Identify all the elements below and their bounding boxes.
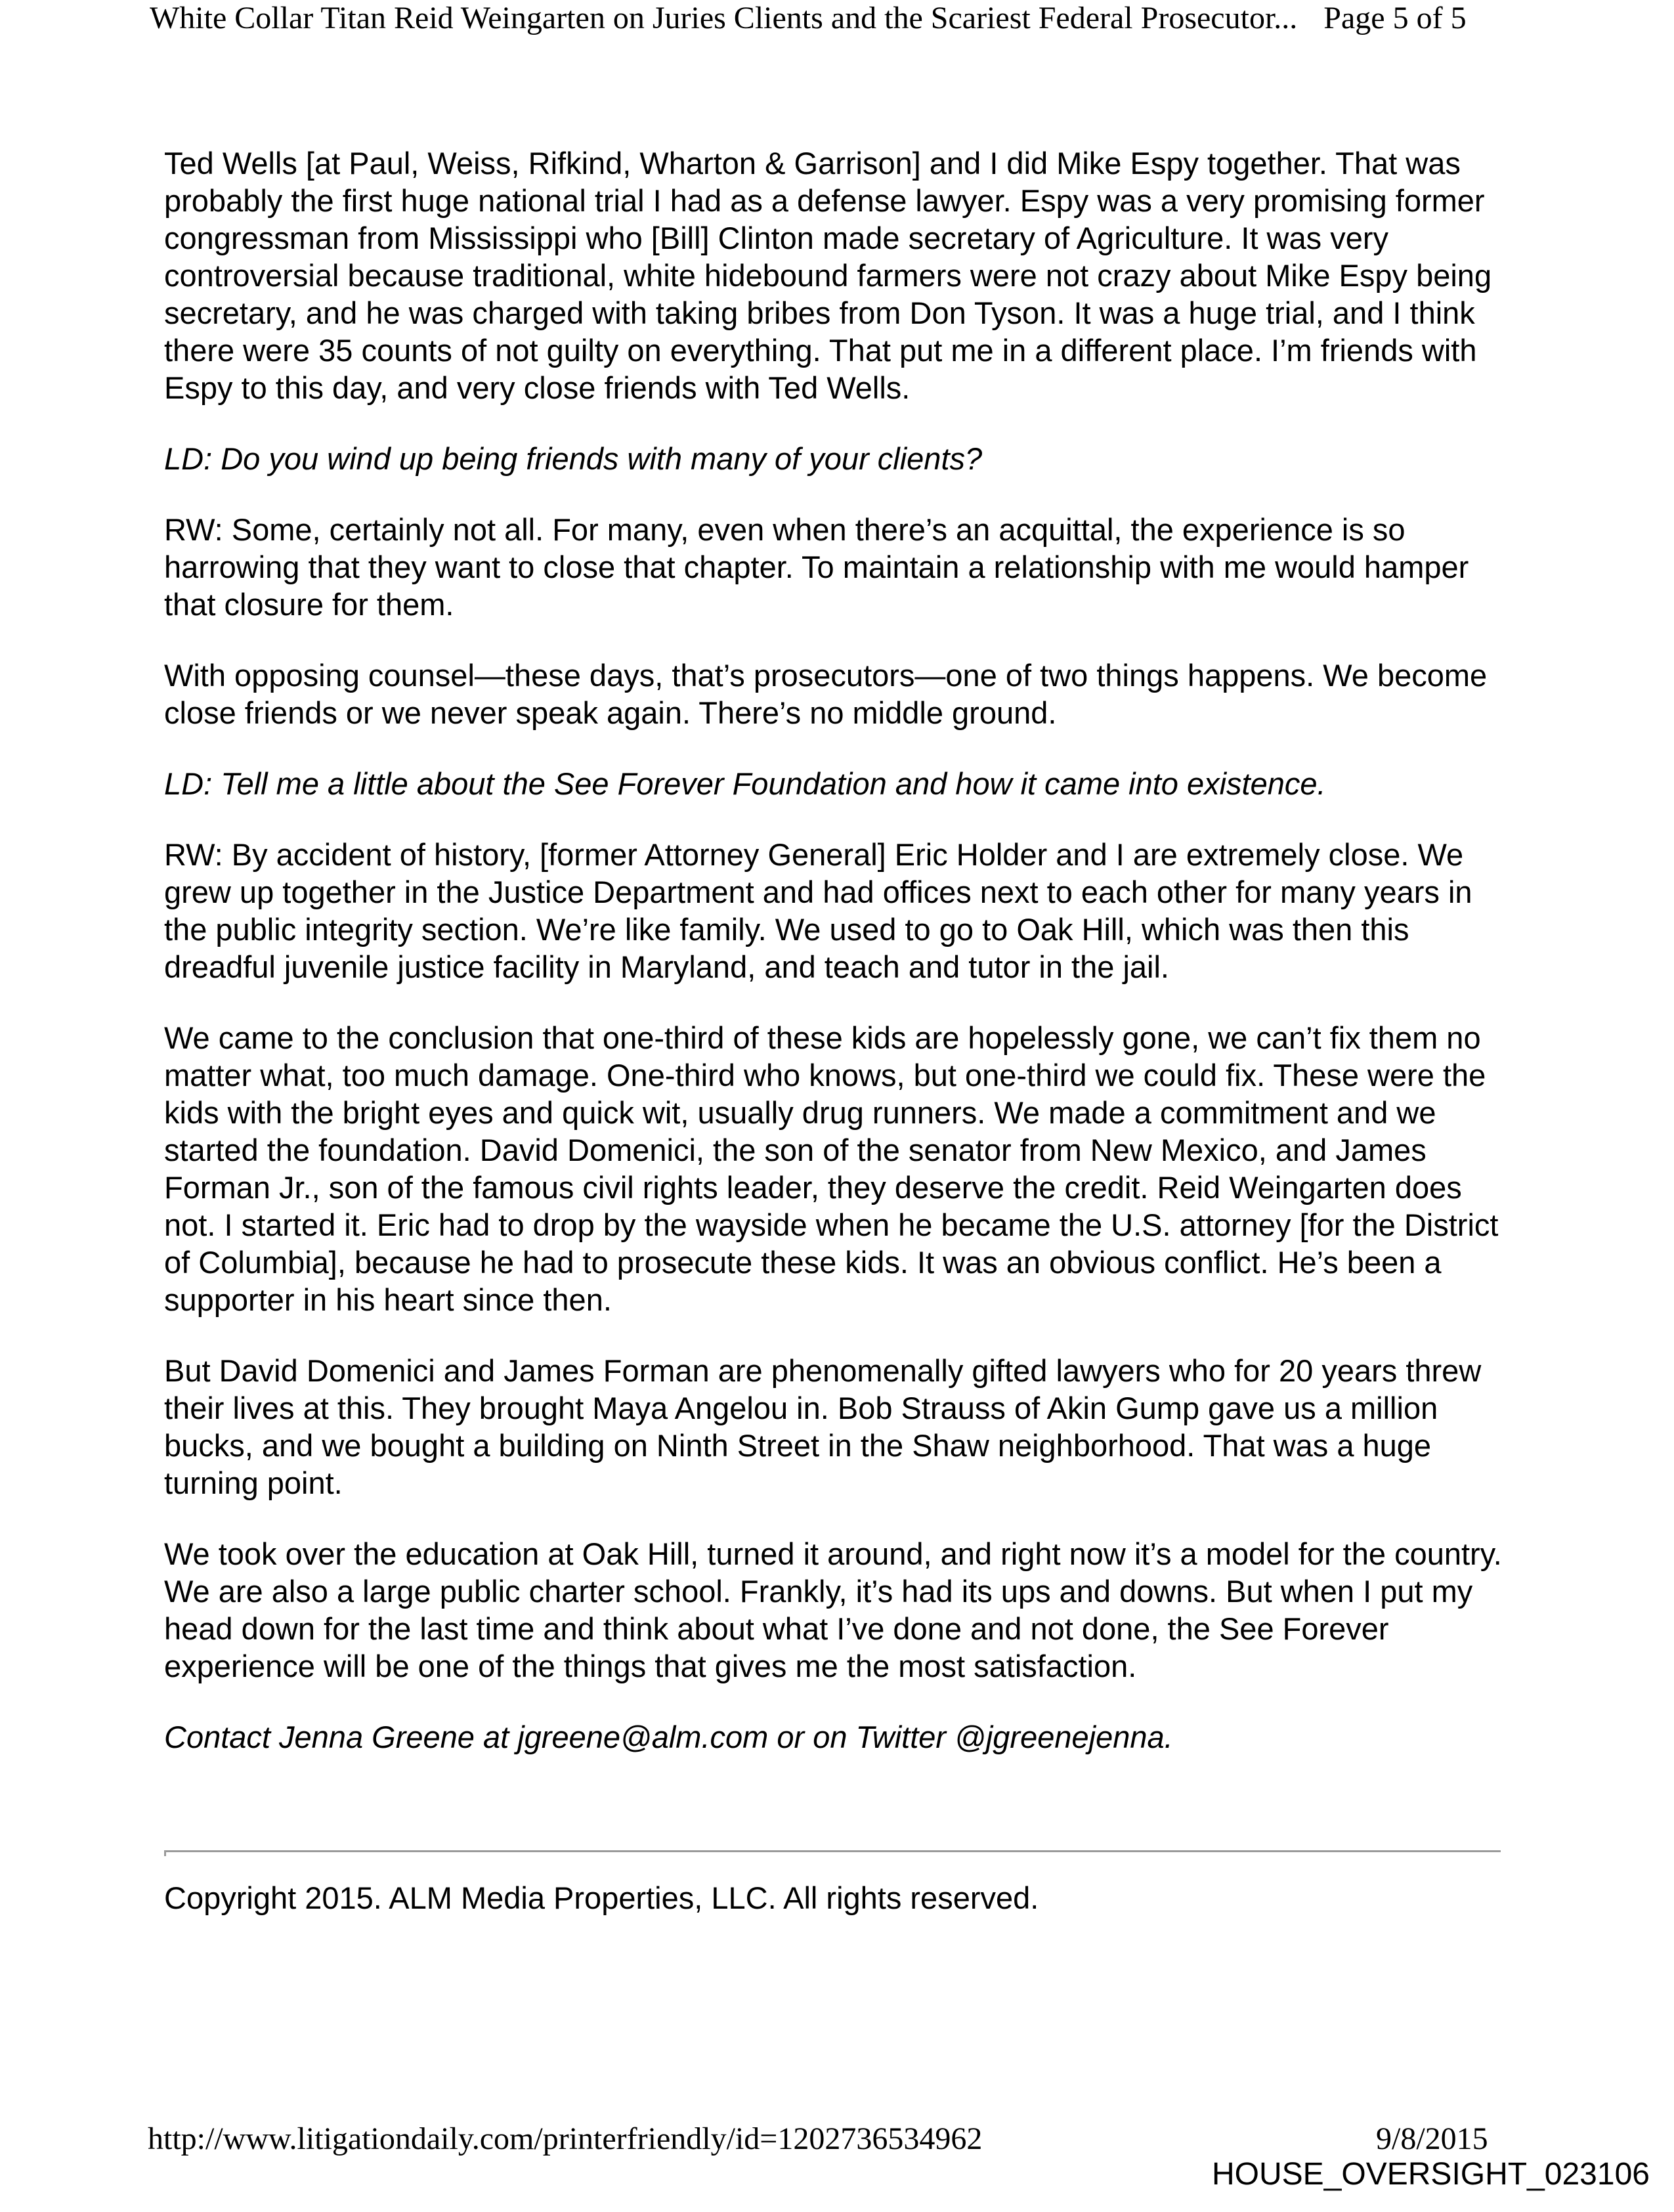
article-body xyxy=(164,144,1503,1789)
page-indicator: Page 5 of 5 xyxy=(1323,1,1467,35)
paragraph-oak-hill: We took over the education at Oak Hill, turned it around, and right now it’s a model for the country. We are also a large public charter school. Frankly, it’s had its ups and downs. But when I put my head down for the last time and think about what I’ve done and not done, the See Forever experience will be one of the things that gives me the most satisfaction. xyxy=(164,1536,1502,1683)
article-title: White Collar Titan Reid Weingarten on Juries Clients and the Scariest Federal Prosecutor... xyxy=(150,1,1298,35)
bates-number: HOUSE_OVERSIGHT_023106 xyxy=(1212,2157,1650,2192)
question-friends-with-clients: LD: Do you wind up being friends with many of your clients? xyxy=(164,441,983,476)
print-header xyxy=(150,0,1528,38)
paragraph-domenici-forman: But David Domenici and James Forman are phenomenally gifted lawyers who for 20 years threw their lives at this. They brought Maya Angelou in. Bob Strauss of Akin Gump gave us a million bucks, and we bought a building on Ninth Street in the Shaw neighborhood. That was a huge turning point. xyxy=(164,1353,1482,1500)
paragraph-espy-trial: Ted Wells [at Paul, Weiss, Rifkind, Wharton & Garrison] and I did Mike Espy together. That was probably the first huge national trial I had as a defense lawyer. Espy was a very promising former congressman from Mississippi who [Bill] Clinton made secretary of Agriculture. It was very controversial because traditional, white hidebound farmers were not crazy about Mike Espy being secretary, and he was charged with taking bribes from Don Tyson. It was a huge trial, and I think there were 35 counts of not guilty on everything. That put me in a different place. I’m friends with Espy to this day, and very close friends with Ted Wells. xyxy=(164,146,1492,405)
contact-line: Contact Jenna Greene at jgreene@alm.com or on Twitter @jgreenejenna. xyxy=(164,1720,1173,1754)
source-url: http://www.litigationdaily.com/printerfriendly/id=1202736534962 xyxy=(148,2121,983,2156)
answer-friends-with-clients: RW: Some, certainly not all. For many, even when there’s an acquittal, the experience is so harrowing that they want to close that chapter. To maintain a relationship with me would hamper that closure for them. xyxy=(164,512,1469,622)
question-see-forever: LD: Tell me a little about the See Forever Foundation and how it came into existence. xyxy=(164,766,1326,801)
paragraph-opposing-counsel: With opposing counsel—these days, that’s prosecutors—one of two things happens. We become close friends or we never speak again. There’s no middle ground. xyxy=(164,658,1488,730)
horizontal-divider xyxy=(164,1850,1501,1852)
answer-see-forever: RW: By accident of history, [former Attorney General] Eric Holder and I are extremely close. We grew up together in the Justice Department and had offices next to each other for many years in the public integrity section. We’re like family. We used to go to Oak Hill, which was then this dreadful juvenile justice facility in Maryland, and teach and tutor in the jail. xyxy=(164,837,1472,984)
paragraph-foundation-origin: We came to the conclusion that one-third of these kids are hopelessly gone, we can’t fix them no matter what, too much damage. One-third who knows, but one-third we could fix. These were the kids with the bright eyes and quick wit, usually drug runners. We made a commitment and we started the foundation. David Domenici, the son of the senator from New Mexico, and James Forman Jr., son of the famous civil rights leader, they deserve the credit. Reid Weingarten does not. I started it. Eric had to drop by the wayside when he became the U.S. attorney [for the District of Columbia], because he had to prosecute these kids. It was an obvious conflict. He’s been a supporter in his heart since then. xyxy=(164,1020,1499,1317)
print-date: 9/8/2015 xyxy=(1376,2121,1488,2156)
copyright-notice: Copyright 2015. ALM Media Properties, LLC. All rights reserved. xyxy=(164,1880,1039,1915)
